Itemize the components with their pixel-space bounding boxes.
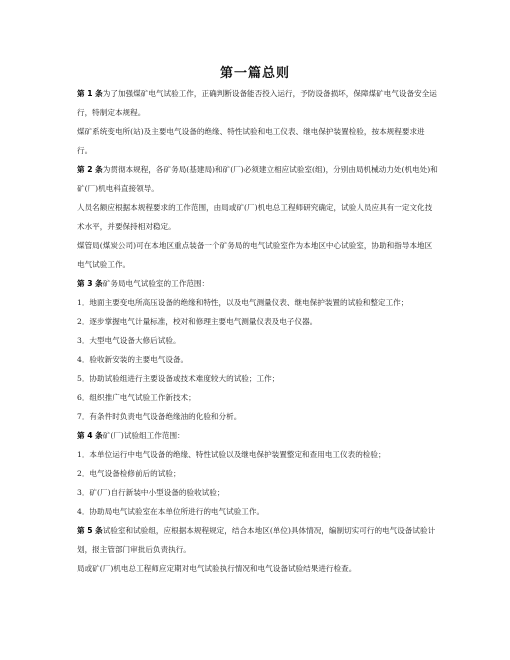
paragraph-text: 为了加强煤矿电气试验工作，正确判断设备能否投入运行，予防设备损坏，保障煤矿电气设备安全运行，特制定本规程。	[77, 89, 437, 117]
paragraph-text: 煤矿系统变电所(站)及主要电气设备的绝缘、特性试验和电工仪表、继电保护装置检验，按本规程要求进行。	[77, 127, 425, 155]
list-item-text: 2．逐步掌握电气计量标准，校对和修理主要电气测量仪表及电子仪器。	[77, 317, 318, 326]
list-item	[77, 331, 439, 350]
list-item-text: 3．大型电气设备大修后试验。	[77, 336, 181, 345]
list-item-text: 2．电气设备检修前后的试验；	[77, 469, 181, 478]
document-body	[77, 84, 439, 578]
list-item-text: 1．本单位运行中电气设备的绝缘、特性试验以及继电保护装置整定和查用电工仪表的检验；	[77, 450, 386, 459]
list-item	[77, 483, 439, 502]
list-item-text: 3．矿(厂)自行新装中小型设备的验收试验；	[77, 488, 225, 497]
paragraph-text: 为贯彻本规程，各矿务局(基建局)和矿(厂)必须建立相应试验室(组)，分别由局机械动力处(机电处)和矿(厂)机电科直接领导。	[77, 165, 438, 193]
list-item-text: 4．验收新安装的主要电气设备。	[77, 355, 189, 364]
list-item-text: 7．有条件时负责电气设备绝缘油的化验和分析。	[77, 412, 242, 421]
article-label: 第 5 条	[77, 526, 103, 535]
paragraph	[77, 274, 439, 293]
list-item	[77, 407, 439, 426]
paragraph-text: 局或矿(厂)机电总工程师应定期对电气试验执行情况和电气设备试验结果进行检查。	[77, 564, 357, 573]
article-label: 第 2 条	[77, 165, 103, 174]
list-item-text: 6．组织推广电气试验工作新技术；	[77, 393, 196, 402]
list-item	[77, 502, 439, 521]
article-label: 第 3 条	[77, 279, 103, 288]
list-item	[77, 293, 439, 312]
article-label: 第 1 条	[77, 89, 103, 98]
list-item	[77, 312, 439, 331]
list-item-text: 1．地面主要变电所高压设备的绝缘和特性，以及电气测量仪表、继电保护装置的试验和整定工作；	[77, 298, 409, 307]
list-item	[77, 445, 439, 464]
paragraph	[77, 84, 439, 122]
paragraph-text: 试验室和试验组，应根据本规程规定，结合本地区(单位)具体情况，编制切实可行的电气设备试验计划，报主管部门审批后负责执行。	[77, 526, 436, 554]
paragraph-text: 煤管局(煤炭公司)可在本地区重点装备一个矿务局的电气试验室作为本地区中心试验室，协助和指导本地区电气试验工作。	[77, 241, 433, 269]
paragraph	[77, 426, 439, 445]
paragraph	[77, 198, 439, 236]
paragraph	[77, 236, 439, 274]
list-item	[77, 369, 439, 388]
paragraph-text: 人员名额应根据本规程要求的工作范围，由局或矿(厂)机电总工程师研究确定，试验人员应具有一定文化技术水平，并要保持相对稳定。	[77, 203, 433, 231]
list-item	[77, 464, 439, 483]
paragraph	[77, 521, 439, 559]
document-title: 第一篇总则	[219, 66, 290, 81]
list-item-text: 5．协助试验组进行主要设备或技术难度较大的试验；工作；	[77, 374, 280, 383]
paragraph-text: 矿(厂)试验组工作范围：	[102, 431, 185, 440]
list-item-text: 4．协助局电气试验室在本单位所进行的电气试验工作。	[77, 507, 265, 516]
list-item	[77, 388, 439, 407]
paragraph-text: 矿务局电气试验室的工作范围：	[102, 279, 210, 288]
paragraph	[77, 122, 439, 160]
paragraph	[77, 559, 439, 578]
list-item	[77, 350, 439, 369]
article-label: 第 4 条	[77, 431, 103, 440]
paragraph	[77, 160, 439, 198]
